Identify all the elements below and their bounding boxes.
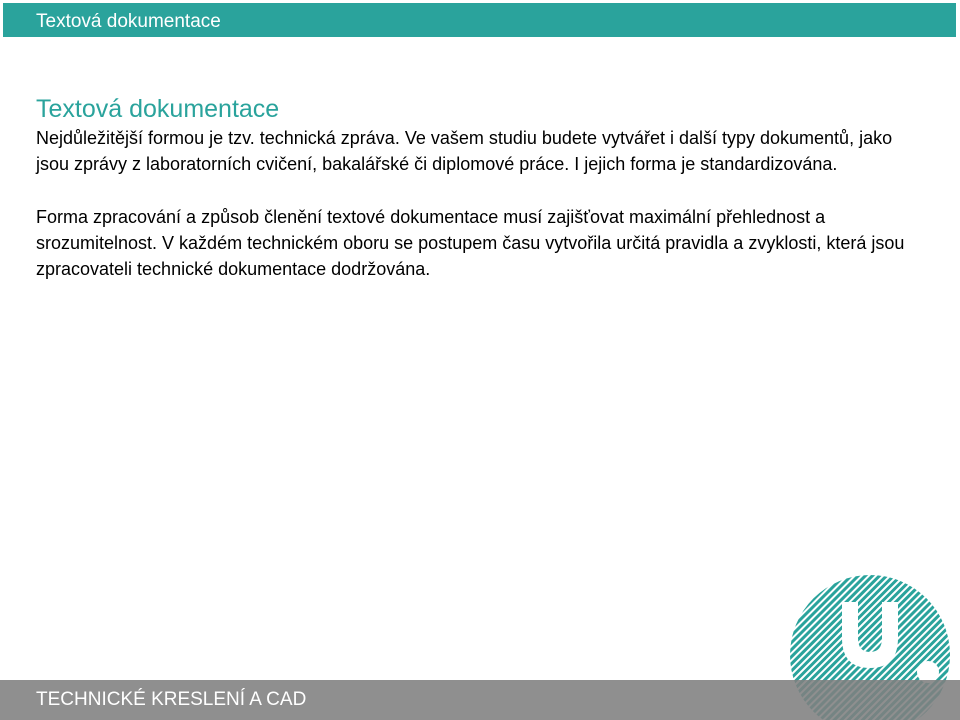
paragraph-intro: Nejdůležitější formou je tzv. technická zpráva. Ve vašem studiu budete vytvářet i další typy dokumentů, jako jsou zprávy z laboratorních cvičení, bakalářské či diplomové práce. I jejich forma je standardizována.	[36, 128, 893, 174]
header-title: Textová dokumentace	[36, 11, 221, 32]
slide-content	[36, 93, 916, 282]
footer-bar	[0, 680, 960, 720]
paragraph-form: Forma zpracování a způsob členění textové dokumentace musí zajišťovat maximální přehlednost a srozumitelnost. V každém technickém oboru se postupem času vytvořila určitá pravidla a zvyklosti, která jsou zpracovateli technické dokumentace dodržována.	[36, 207, 905, 279]
footer-text: TECHNICKÉ KRESLENÍ A CAD	[36, 689, 307, 710]
slide-title: Textová dokumentace	[36, 95, 280, 123]
header-bar	[3, 3, 956, 37]
